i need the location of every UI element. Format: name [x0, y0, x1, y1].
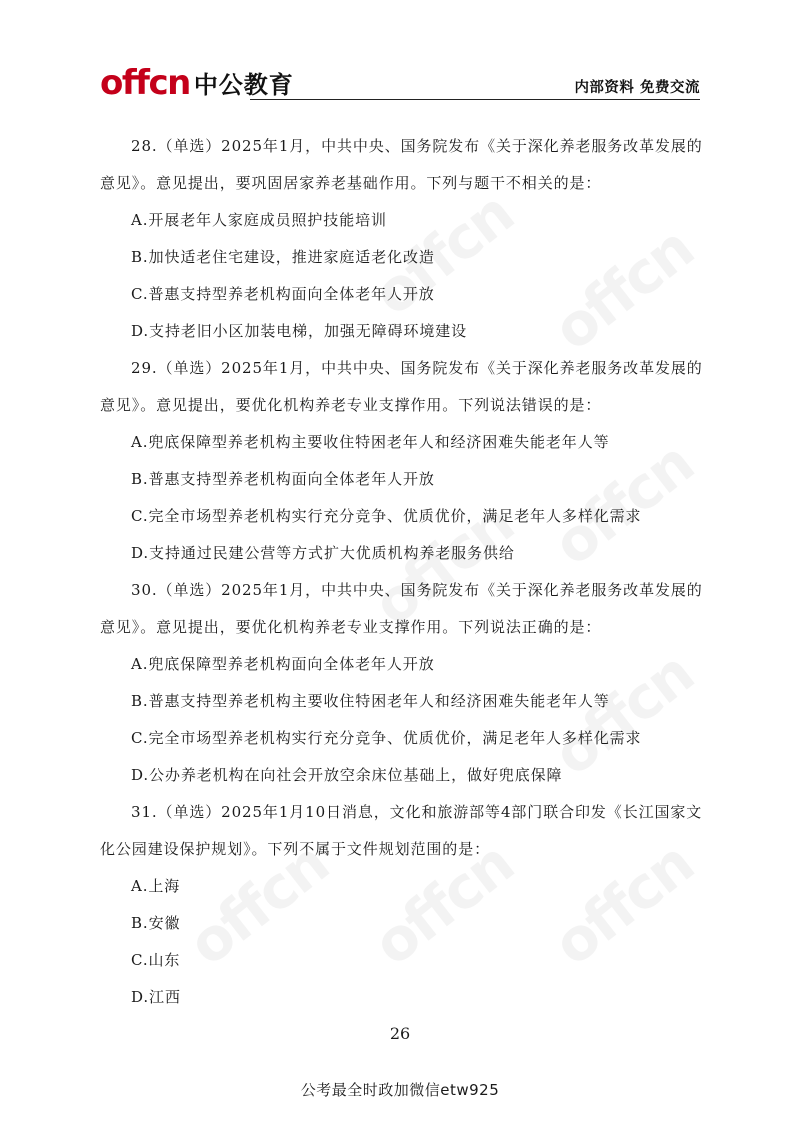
- question-31: [100, 794, 704, 1016]
- logo-latin-text: offcn: [100, 63, 190, 103]
- option-b: B.普惠支持型养老机构主要收住特困老年人和经济困难失能老年人等: [131, 692, 610, 710]
- header-divider: [250, 99, 700, 100]
- question-30: [100, 572, 704, 794]
- option-a: A.开展老年人家庭成员照护技能培训: [131, 211, 387, 229]
- option-c: C.完全市场型养老机构实行充分竞争、优质优价，满足老年人多样化需求: [131, 729, 642, 747]
- option-a: A.上海: [131, 877, 181, 895]
- option-c: C.山东: [131, 951, 181, 969]
- option-a: A.兜底保障型养老机构面向全体老年人开放: [131, 655, 435, 673]
- question-list: [100, 128, 704, 1016]
- option-d: D.支持老旧小区加装电梯，加强无障碍环境建设: [131, 322, 468, 340]
- question-28: [100, 128, 704, 350]
- question-stem: 30.（单选）2025年1月，中共中央、国务院发布《关于深化养老服务改革发展的意见》。意见提出，要优化机构养老专业支撑作用。下列说法正确的是：: [100, 581, 703, 636]
- option-d: D.支持通过民建公营等方式扩大优质机构养老服务供给: [131, 544, 515, 562]
- header-label: 内部资料 免费交流: [574, 80, 700, 96]
- question-stem: 28.（单选）2025年1月，中共中央、国务院发布《关于深化养老服务改革发展的意见》。意见提出，要巩固居家养老基础作用。下列与题干不相关的是：: [100, 137, 703, 192]
- page-header: [100, 62, 700, 104]
- question-stem: 29.（单选）2025年1月，中共中央、国务院发布《关于深化养老服务改革发展的意见》。意见提出，要优化机构养老专业支撑作用。下列说法错误的是：: [100, 359, 703, 414]
- question-29: [100, 350, 704, 572]
- option-b: B.安徽: [131, 914, 181, 932]
- option-c: C.完全市场型养老机构实行充分竞争、优质优价，满足老年人多样化需求: [131, 507, 642, 525]
- question-stem: 31.（单选）2025年1月10日消息，文化和旅游部等4部门联合印发《长江国家文化公园建设保护规划》。下列不属于文件规划范围的是：: [100, 803, 703, 858]
- option-d: D.江西: [131, 988, 181, 1006]
- option-a: A.兜底保障型养老机构主要收住特困老年人和经济困难失能老年人等: [131, 433, 610, 451]
- option-b: B.加快适老住宅建设，推进家庭适老化改造: [131, 248, 435, 266]
- logo-chinese-text: 中公教育: [193, 71, 294, 99]
- offcn-logo: [100, 63, 294, 103]
- option-d: D.公办养老机构在向社会开放空余床位基础上，做好兜底保障: [131, 766, 563, 784]
- page-number: 26: [389, 1024, 411, 1043]
- option-b: B.普惠支持型养老机构面向全体老年人开放: [131, 470, 435, 488]
- footer-text: 公考最全时政加微信etw925: [300, 1081, 500, 1099]
- option-c: C.普惠支持型养老机构面向全体老年人开放: [131, 285, 435, 303]
